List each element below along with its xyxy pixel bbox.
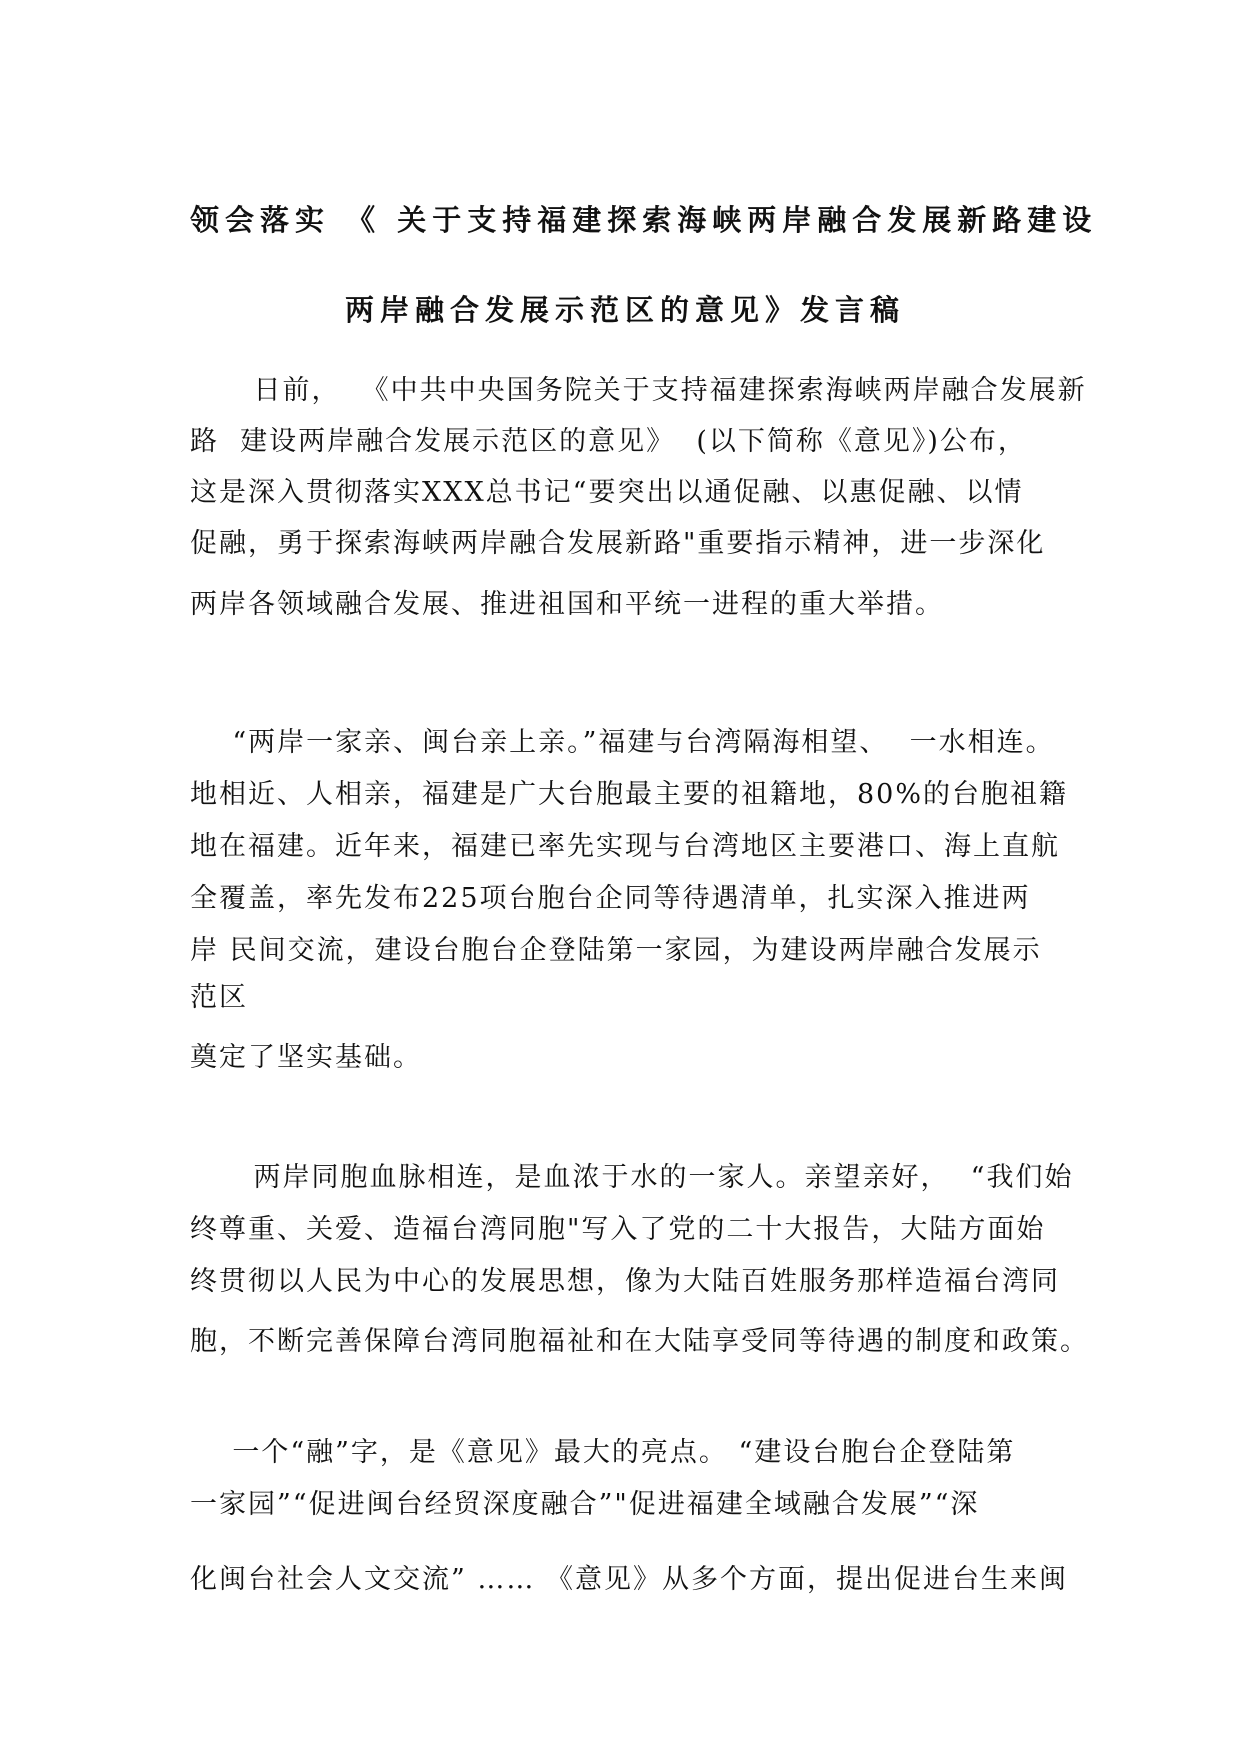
paragraph-line: 奠定了坚实基础。	[190, 1042, 422, 1073]
paragraph-line: 化闽台社会人文交流” …… 《意见》从多个方面，提出促进台生来闽	[190, 1564, 1068, 1595]
paragraph-line: 岸 民间交流，建设台胞台企登陆第一家园，为建设两岸融合发展示	[190, 935, 1042, 966]
paragraph-line: 两岸各领域融合发展、推进祖国和平统一进程的重大举措。	[190, 589, 944, 620]
paragraph-line: “两岸一家亲、闽台亲上亲。”福建与台湾隔海相望、 一水相连。	[190, 727, 1055, 758]
paragraph-line: 范区	[190, 982, 248, 1013]
paragraph-line: 全覆盖，率先发布225项台胞台企同等待遇清单，扎实深入推进两	[190, 883, 1031, 914]
paragraph-line: 终尊重、关爱、造福台湾同胞"写入了党的二十大报告，大陆方面始	[190, 1214, 1046, 1245]
paragraph-line: 胞，不断完善保障台湾同胞福祉和在大陆享受同等待遇的制度和政策。	[190, 1326, 1089, 1357]
paragraph-line: 路 建设两岸融合发展示范区的意见》 (以下简称《意见》)公布，	[190, 426, 1027, 457]
paragraph-line: 日前， 《中共中央国务院关于支持福建探索海峡两岸融合发展新	[190, 375, 1087, 406]
paragraph-line: 这是深入贯彻落实XXX总书记“要突出以通促融、以惠促融、以情	[190, 477, 1024, 508]
paragraph-line: 一个“融”字，是《意见》最大的亮点。 “建设台胞台企登陆第	[190, 1437, 1016, 1468]
document-title-line-1: 领会落实 《 关于支持福建探索海峡两岸融合发展新路建设	[190, 203, 1098, 237]
paragraph-line: 地相近、人相亲，福建是广大台胞最主要的祖籍地，80%的台胞祖籍	[190, 779, 1069, 810]
document-title-line-2: 两岸融合发展示范区的意见》发言稿	[344, 293, 905, 327]
paragraph-line: 促融，勇于探索海峡两岸融合发展新路"重要指示精神，进一步深化	[190, 528, 1046, 559]
paragraph-line: 终贯彻以人民为中心的发展思想，像为大陆百姓服务那样造福台湾同	[190, 1266, 1060, 1297]
paragraph-line: 两岸同胞血脉相连，是血浓于水的一家人。亲望亲好， “我们始	[190, 1162, 1074, 1193]
paragraph-line: 一家园”“促进闽台经贸深度融合”"促进福建全域融合发展”“深	[190, 1489, 980, 1520]
paragraph-line: 地在福建。近年来，福建已率先实现与台湾地区主要港口、海上直航	[190, 831, 1060, 862]
